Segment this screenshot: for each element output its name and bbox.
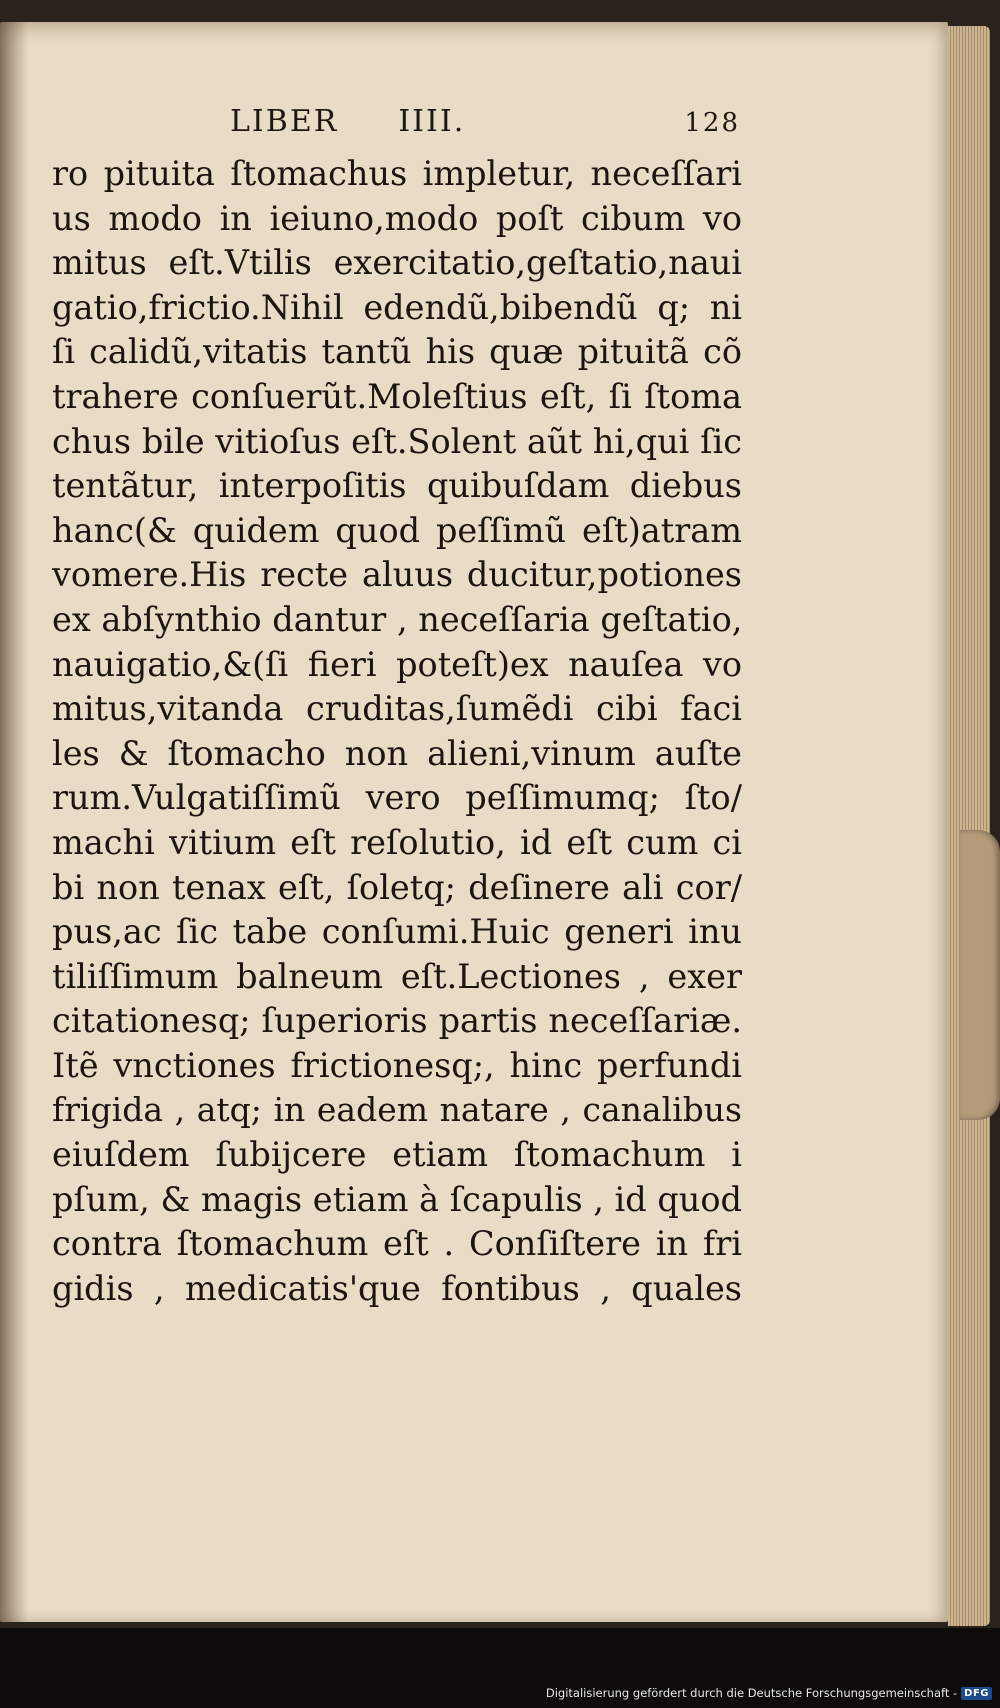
page-tab-marker [960, 830, 1000, 1120]
digitization-credit [546, 1686, 992, 1700]
text-line: trahere conſuerũt.Moleſtius eſt, ſi ſtoma [52, 376, 742, 416]
text-line: rum.Vulgatiſſimũ vero peſſimumq; ſto/ [52, 778, 742, 818]
text-line: Itẽ vnctiones frictionesq;, hinc perfundi [52, 1045, 742, 1085]
text-line: tiliſſimum balneum eſt.Lectiones , exer [52, 956, 742, 996]
text-line: ſi calidũ,vitatis tantũ his quæ pituitã cõ [52, 332, 742, 372]
text-line: machi vitium eſt reſolutio, id eſt cum ci [52, 822, 742, 862]
text-line: hanc(& quidem quod peſſimũ eſt)atram [52, 510, 742, 550]
page-number: 128 [684, 108, 740, 138]
running-head-title: LIBER [230, 104, 339, 139]
text-line: bi non tenax eſt, ſoletq; deſinere ali cor/ [52, 867, 742, 907]
text-line: eiuſdem ſubijcere etiam ſtomachum i [52, 1135, 742, 1175]
text-line: us modo in ieiuno,modo poſt cibum vo [52, 198, 742, 238]
bottom-bar [0, 1628, 1000, 1708]
text-line: frigida , atq; in eadem natare , canalibus [52, 1090, 742, 1130]
text-line: chus bile vitioſus eſt.Solent aũt hi,qui ſic [52, 421, 742, 461]
credit-text: Digitalisierung gefördert durch die Deutsche Forschungsgemeinschaft - [545, 1686, 958, 1700]
text-line: nauigatio,&(ſi fieri poteſt)ex nauſea vo [52, 644, 742, 684]
text-line: les & ſtomacho non alieni,vinum auſte [52, 733, 742, 773]
text-line: vomere.His recte aluus ducitur,potiones [52, 555, 742, 595]
text-line: mitus eſt.Vtilis exercitatio,geſtatio,naui [52, 243, 742, 283]
text-line: citationesq; ſuperioris partis neceſſariæ. [52, 1001, 742, 1041]
text-line: gidis , medicatis'que fontibus , quales [52, 1268, 742, 1308]
running-head-book: IIII. [398, 104, 466, 139]
gutter-shadow [0, 22, 28, 1622]
body-text [52, 152, 742, 1311]
text-line: pus,ac ſic tabe conſumi.Huic generi inu [52, 912, 742, 952]
text-line: tentãtur, interpoſitis quibuſdam diebus [52, 466, 742, 506]
text-line: ex abſynthio dantur , neceſſaria geſtatio, [52, 599, 742, 639]
text-line: ro pituita ſtomachus impletur, neceſſari [52, 154, 742, 193]
text-line: mitus,vitanda cruditas,ſumẽdi cibi faci [52, 689, 742, 729]
text-line: contra ſtomachum eſt . Conſiſtere in fri [52, 1224, 742, 1264]
text-line: pſum, & magis etiam à ſcapulis , id quod [52, 1179, 742, 1219]
text-line: gatio,frictio.Nihil edendũ,bibendũ q; ni [52, 287, 742, 327]
page-edges [948, 26, 990, 1626]
running-head [230, 104, 740, 139]
dfg-logo: DFG [961, 1687, 992, 1700]
